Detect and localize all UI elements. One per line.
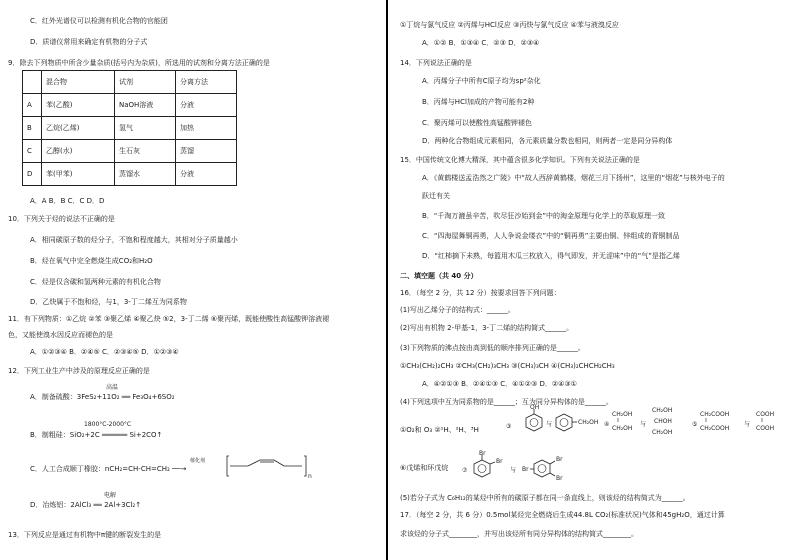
q9-answer-options: A．A B．B C．C D．D <box>30 197 105 205</box>
table-cell: C <box>23 140 42 163</box>
br-group: Br <box>522 466 529 473</box>
br-group: Br <box>556 456 563 463</box>
oh-group: OH <box>530 404 540 411</box>
table-cell: 苯(甲苯) <box>42 163 115 186</box>
q13-stem: 13．下列反应是通过有机物中π键的断裂发生的是 <box>8 531 162 539</box>
table-cell: 蒸馏 <box>176 140 237 163</box>
table-cell: D <box>23 163 42 186</box>
q9-stem: 9．除去下列物质中所含少量杂质(括号内为杂质)，所选用的试剂和分离方法正确的是 <box>8 59 270 67</box>
table-cell: 蒸馏水 <box>115 163 176 186</box>
acid-structures <box>692 404 790 440</box>
ch2oh-group: CH₂OH <box>652 429 673 436</box>
q12-option-a: A．制备硫酸：3FeS₂+11O₂ ══ Fe₃O₄+6SO₂ <box>30 393 175 401</box>
q16-part4-item6: ⑥戊烯和环戊烷 <box>400 464 449 472</box>
q15-stem: 15．中国传统文化博大精深，其中蕴含很多化学知识。下列有关说法正确的是 <box>400 156 640 164</box>
item-4-label: ④ <box>604 421 610 428</box>
q12-option-c: C．人工合成顺丁橡胶：nCH₂=CH-CH=CH₂ ──→ <box>30 465 187 473</box>
condition-high-temp: 高温 <box>106 384 119 391</box>
q15-option-a-cont: 跃迁有关 <box>422 192 450 200</box>
q8-option-d: D．质谱仪常用来确定有机物的分子式 <box>30 38 148 46</box>
polybutadiene-structure <box>226 452 316 480</box>
q16-part3-options: ①CH₃(CH₂)₂CH₃ ②CH₃(CH₂)₃CH₃ ③(CH₃)₃CH ④(CH₃)₂CHCH₂CH₃ <box>400 362 615 370</box>
q14-stem: 14．下列说法正确的是 <box>400 59 472 67</box>
q16-part3: (3)下列物质的沸点按由高到低的顺序排列正确的是______。 <box>400 344 585 352</box>
q10-option-b: B．烃在氧气中完全燃烧生成CO₂和H₂O <box>30 257 153 265</box>
q8-option-c: C．红外光谱仪可以检测有机化合物的官能团 <box>30 17 168 25</box>
q16-part5: (5)若分子式为 C₆H₁₂的某烃中所有的碳原子都在同一条直线上，则该烃的结构简式为______。 <box>400 494 690 502</box>
ch2oh-group: CH₂OH <box>612 425 633 432</box>
connector-yu: 与 <box>744 421 751 428</box>
ch2oh-group: CH₂OH <box>578 419 599 426</box>
condition-catalyst: 催化剂 <box>190 458 206 464</box>
connector-yu: 与 <box>640 421 647 428</box>
q16-stem: 16．（每空 2 分，共 12 分）按要求回答下列问题： <box>400 289 561 297</box>
item-3-label: ③ <box>506 423 512 430</box>
ch2oh-group: CH₂OH <box>612 411 633 418</box>
connector-yu: 与 <box>546 421 553 428</box>
table-cell: 加热 <box>176 117 237 140</box>
q10-option-c: C．烃是仅含碳和氢两种元素的有机化合物 <box>30 278 161 286</box>
q16-part3-answers: A．④②①③ B．②④①③ C．④①②③ D．②④③① <box>422 380 577 388</box>
q11-stem-cont: 色，又能使溴水因反应而褪色的是 <box>8 331 113 339</box>
glycol-glycerol-structures <box>604 404 700 440</box>
q17-stem: 17．（每空 2 分，共 6 分）0.5mol某烃完全燃烧后生成44.8L CO₂(标准状况)气体和45gH₂O，通过计算 <box>400 511 725 519</box>
q15-option-a: A．《黄鹤楼送孟浩然之广陵》中“故人西辞黄鹤楼，烟花三月下扬州”，这里的“烟花”与核外电子的 <box>422 174 725 182</box>
table-cell: 分液 <box>176 94 237 117</box>
table-cell: NaOH溶液 <box>115 94 176 117</box>
cooh-group: COOH <box>756 425 775 432</box>
table-header-cell <box>23 71 42 94</box>
table-cell: 生石灰 <box>115 140 176 163</box>
phenol-benzylalcohol-structures <box>506 404 602 440</box>
br-group: Br <box>496 458 503 465</box>
left-column <box>0 0 388 560</box>
q13-answer-options: A．①② B．①③④ C．②③ D．②③④ <box>422 39 540 47</box>
table-cell: 乙醇(水) <box>42 140 115 163</box>
q14-option-b: B．丙烯与HCl加成的产物可能有2种 <box>422 98 535 106</box>
q13-options-list: ①丁烷与氯气反应 ②丙烯与HCl反应 ③丙炔与氯气反应 ④苯与液溴反应 <box>400 21 619 29</box>
cooh-group: COOH <box>756 411 775 418</box>
table-cell: A <box>23 94 42 117</box>
q16-part1: (1)写出乙烯分子的结构式：______。 <box>400 306 515 314</box>
table-header-cell: 分离方法 <box>176 71 237 94</box>
q16-part4-items: ①O₂和 O₃ ②¹H、²H、³H <box>400 426 479 434</box>
table-header-cell: 试剂 <box>115 71 176 94</box>
right-column <box>392 0 792 560</box>
ch2oh-group: CH₂OH <box>652 407 673 414</box>
condition-electrolysis: 电解 <box>104 492 117 499</box>
q12-option-d: D．冶炼铝：2AlCl₃ ══ 2Al+3Cl₂↑ <box>30 501 142 509</box>
table-header-cell: 混合物 <box>42 71 115 94</box>
table-cell: 氢气 <box>115 117 176 140</box>
q10-option-a: A．相同碳原子数的烃分子，不饱和程度越大，其相对分子质量越小 <box>30 236 238 244</box>
ch2cooh-group: CH₂COOH <box>700 411 730 418</box>
svg-text:n: n <box>308 473 312 480</box>
item-7-label: ⑦ <box>462 467 468 474</box>
br-group: Br <box>479 450 486 457</box>
q11-stem: 11．有下列物质：①乙烷 ②苯 ③聚乙烯 ④聚乙炔 ⑤2，3-丁二烯 ⑥聚丙烯，既能使酸性高锰酸钾溶液褪 <box>8 315 330 323</box>
item-5-label: ⑤ <box>692 421 698 428</box>
q14-option-c: C．聚丙烯可以使酸性高锰酸钾褪色 <box>422 119 532 127</box>
table-cell: B <box>23 117 42 140</box>
table-row <box>23 163 237 186</box>
table-cell: 分液 <box>176 163 237 186</box>
choh-group: CHOH <box>654 418 672 425</box>
q16-part2: (2)写出有机物 2-甲基-1，3-丁二烯的结构简式______。 <box>400 324 574 332</box>
q15-option-b: B．“千淘万漉虽辛苦，吹尽狂沙始到金”中的淘金原理与化学上的萃取原理一致 <box>422 212 666 220</box>
q12-option-b: B．制粗硅：SiO₂+2C ══════ Si+2CO↑ <box>30 431 163 439</box>
table-row <box>23 94 237 117</box>
table-row <box>23 140 237 163</box>
q9-table <box>22 70 237 186</box>
table-row <box>23 117 237 140</box>
br-group: Br <box>556 475 563 482</box>
ch2cooh-group: CH₂COOH <box>700 425 730 432</box>
q16-part4: (4)下列选项中互为同系物的是______；互为同分异构体的是______。 <box>400 398 613 406</box>
q15-option-d: D．“红柿摘下未熟，每篮用木瓜三枚放入，得气即发，并无涩味”中的“气”是指乙烯 <box>422 252 680 260</box>
dibromobenzene-structures <box>462 450 592 486</box>
q10-stem: 10．下列关于烃的说法不正确的是 <box>8 215 115 223</box>
table-header-row <box>23 71 237 94</box>
table-cell: 苯(乙酸) <box>42 94 115 117</box>
q14-option-a: A．丙烯分子中所有C原子均为sp²杂化 <box>422 77 541 85</box>
q14-option-d: D．两种化合物组成元素相同，各元素质量分数也相同，则两者一定是同分异构体 <box>422 137 673 145</box>
connector-yu: 与 <box>510 467 517 474</box>
condition-temperature: 1800°C-2000°C <box>84 421 132 428</box>
q12-stem: 12．下列工业生产中涉及的原理反应正确的是 <box>8 367 150 375</box>
section-fill-in-heading: 二、填空题（共 40 分） <box>400 272 478 280</box>
table-cell: 乙烷(乙烯) <box>42 117 115 140</box>
q15-option-c: C．“四海屋舞铜再勇，人人争说金缕衣”中的“铜再勇”主要由铜、锌组成的青铜制品 <box>422 232 680 240</box>
q11-answer-options: A．①②③④ B．②④⑤ C．②③④⑤ D．①②③④ <box>30 348 179 356</box>
q17-stem-cont: 求该烃的分子式________，并写出该烃所有同分异构体的结构简式________。 <box>400 530 638 538</box>
q10-option-d: D．乙炔属于不饱和烃，与1，3-丁二烯互为同系物 <box>30 298 187 306</box>
